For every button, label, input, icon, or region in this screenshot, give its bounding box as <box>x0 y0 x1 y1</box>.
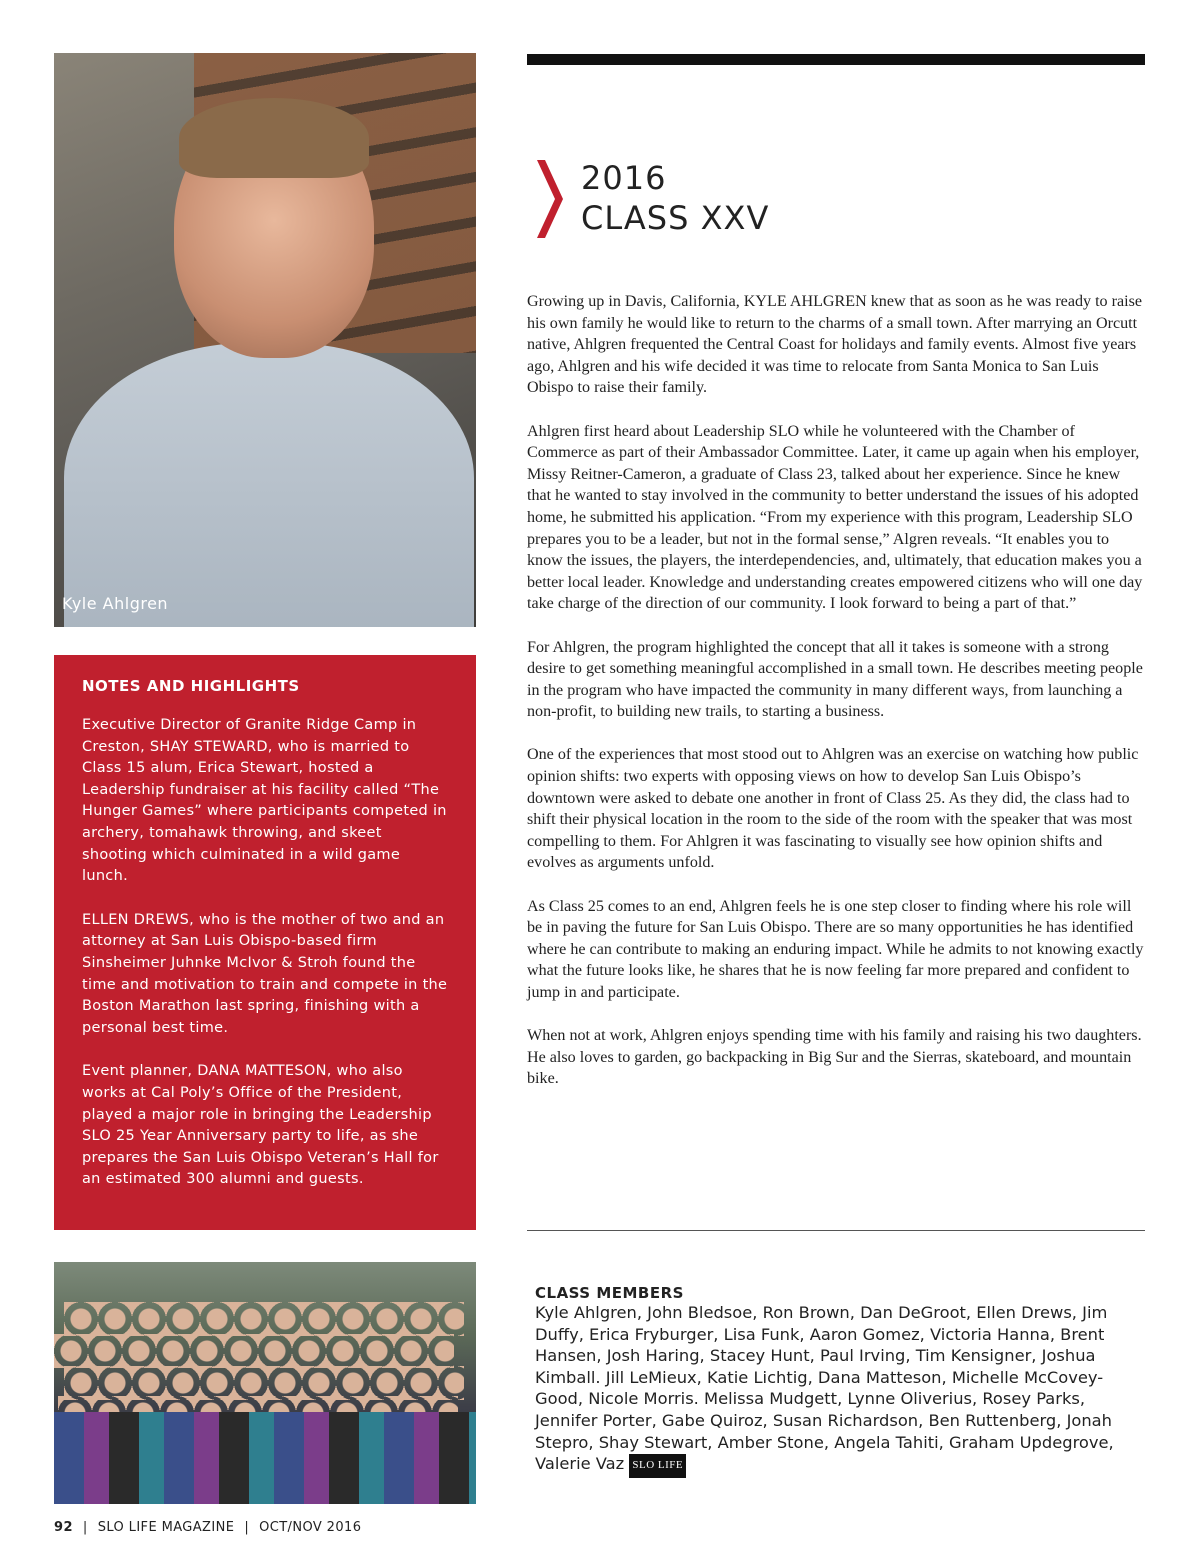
footer-separator: | <box>244 1520 250 1535</box>
issue-date: OCT/NOV 2016 <box>259 1520 362 1535</box>
members-list: Kyle Ahlgren, John Bledsoe, Ron Brown, Dan DeGroot, Ellen Drews, Jim Duffy, Erica Fryburger, Lisa Funk, Aaron Gomez, Victoria Hanna, Brent Hansen, Josh Haring, Stacey Hunt, Paul Irving, Tim Kensigner, Joshua Kimball. Jill LeMieux, Katie Lichtig, Dana Matteson, Michelle McCovey-Good, Nicole Morris. Melissa Mudgett, Lynne Oliverius, Rosey Parks, Jennifer Porter, Gabe Quiroz, Susan Richardson, Ben Ruttenberg, Jonah Stepro, Shay Stewart, Amber Stone, Angela Tahiti, Graham Updegrove, Valerie Vaz <box>535 1303 1114 1474</box>
article-paragraph: For Ahlgren, the program highlighted the concept that all it takes is someone with a strong desire to get something meaningful accomplished in a small town. He describes meeting people in the program who have impacted the community in many different ways, from launching a non-profit, to building new trails, to starting a business. <box>527 638 1143 721</box>
portrait-shirt <box>64 343 474 627</box>
portrait-hair <box>179 98 369 178</box>
slo-life-logo: SLO LIFE <box>629 1454 686 1478</box>
article-paragraph: As Class 25 comes to an end, Ahlgren feels he is one step closer to finding where his role will be in paving the future for San Luis Obispo. There are so many opportunities he has identified where he can contribute to making an enduring impact. While he admits to not knowing exactly what the future looks like, he shares that he is now feeling far more prepared and confident to jump in and participate. <box>527 897 1144 1001</box>
article-paragraph: When not at work, Ahlgren enjoys spending time with his family and raising his two daughters. He also loves to garden, go backpacking in Big Sur and the Sierras, skateboard, and mountain bike. <box>527 1027 1142 1088</box>
portrait-caption: Kyle Ahlgren <box>62 594 169 613</box>
section-divider <box>527 1230 1145 1231</box>
notes-box <box>54 655 476 1230</box>
article-paragraph: Ahlgren first heard about Leadership SLO while he volunteered with the Chamber of Commerce as part of their Ambassador Committee. Later, it came up again when his employer, Missy Reitner-Cameron, a graduate of Class 23, talked about her experience. Since he knew that he wanted to stay involved in the community to better understand the issues of his adopted home, he submitted his application. “From my experience with this program, Leadership SLO prepares you to be a leader, but not in the formal sense,” Algren reveals. “It enables you to know the issues, the players, the interdependencies, and, ultimately, that education makes you a better local leader. Knowledge and understanding creates empowered citizens who will one day take charge of the direction of our community. I look forward to being a part of that.” <box>527 422 1143 613</box>
magazine-name: SLO LIFE MAGAZINE <box>97 1520 235 1535</box>
notes-paragraph: Executive Director of Granite Ridge Camp in Creston, SHAY STEWARD, who is married to Class 15 alum, Erica Stewart, hosted a Leadership fundraiser at his facility called “The Hunger Games” where participants competed in archery, tomahawk throwing, and skeet shooting which culminated in a wild game lunch. <box>82 717 447 885</box>
chevron-right-icon <box>537 160 563 238</box>
members-heading: CLASS MEMBERS <box>535 1284 684 1302</box>
portrait-photo <box>54 53 476 627</box>
headline-year: 2016 <box>581 159 667 197</box>
members-list-wrap <box>535 1302 1145 1478</box>
notes-heading: NOTES AND HIGHLIGHTS <box>82 677 300 695</box>
headline-class: CLASS XXV <box>581 199 770 237</box>
group-row <box>64 1302 464 1336</box>
group-row <box>54 1334 454 1368</box>
group-row <box>64 1366 464 1400</box>
headline <box>581 158 769 238</box>
page-footer <box>54 1520 361 1535</box>
top-rule-bar <box>527 54 1145 65</box>
article-paragraph: Growing up in Davis, California, KYLE AHLGREN knew that as soon as he was ready to raise his own family he would like to return to the charms of a small town. After marrying an Orcutt native, Ahlgren frequented the Central Coast for holidays and family events. Almost five years ago, Ahlgren and his wife decided it was time to relocate from Santa Monica to San Luis Obispo to raise their family. <box>527 293 1143 397</box>
group-clothing <box>54 1412 476 1504</box>
notes-paragraph: ELLEN DREWS, who is the mother of two and an attorney at San Luis Obispo-based firm Sinsheimer Juhnke McIvor & Stroh found the time and motivation to train and compete in the Boston Marathon last spring, finishing with a personal best time. <box>82 911 448 1036</box>
class-group-photo <box>54 1262 476 1504</box>
class-members <box>535 1284 1145 1478</box>
article-paragraph: One of the experiences that most stood out to Ahlgren was an exercise on watching how public opinion shifts: two experts with opposing views on how to develop San Luis Obispo’s downtown were asked to debate one another in front of Class 25. As they did, the class had to shift their physical location in the room to the side of the room with the speaker that was most compelling to them. For Ahlgren it was fascinating to visually see how opinion shifts and evolves as arguments unfold. <box>527 746 1139 872</box>
footer-separator: | <box>82 1520 88 1535</box>
page-number: 92 <box>54 1520 73 1535</box>
notes-paragraph: Event planner, DANA MATTESON, who also works at Cal Poly’s Office of the President, played a major role in bringing the Leadership SLO 25 Year Anniversary party to life, as she prepares the San Luis Obispo Veteran’s Hall for an estimated 300 alumni and guests. <box>82 1063 439 1188</box>
article-body <box>527 291 1145 1112</box>
